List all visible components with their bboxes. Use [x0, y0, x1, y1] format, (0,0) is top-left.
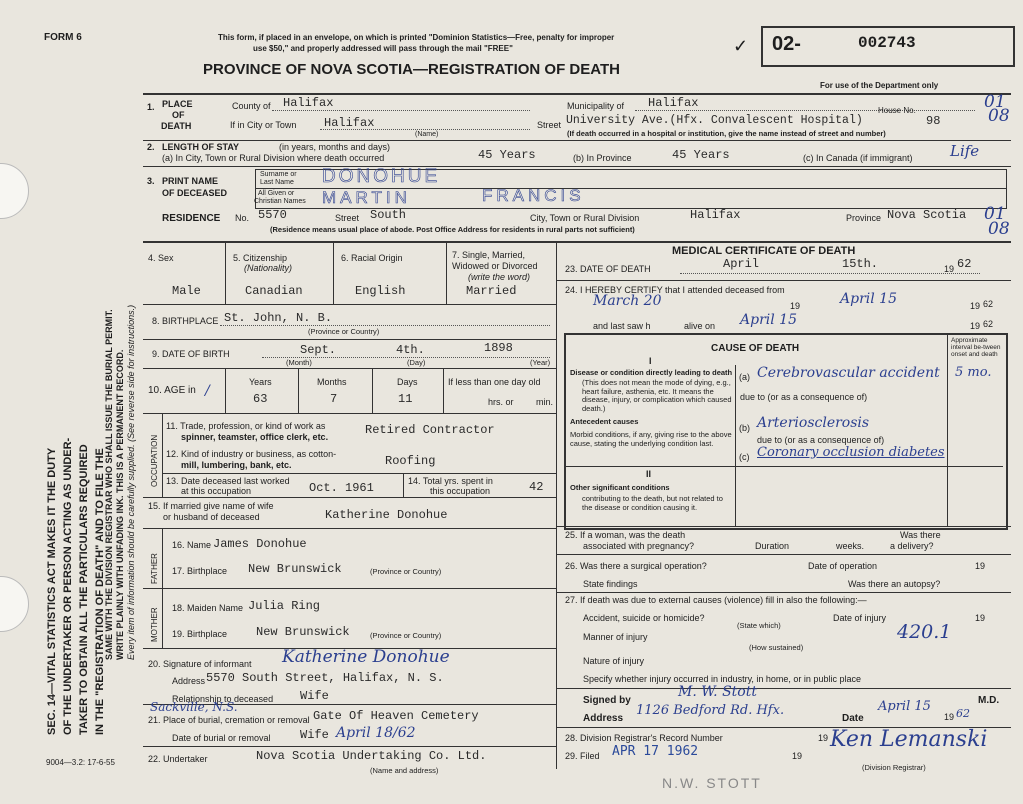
father-name-label: 16. Name: [172, 540, 212, 550]
occ-h: [162, 473, 556, 474]
sig-date-year-prefix: 19: [944, 712, 955, 722]
age-months: 7: [330, 392, 338, 406]
informant-sig-label: 20. Signature of informant: [148, 659, 252, 669]
medical-title: MEDICAL CERTIFICATE OF DEATH: [672, 245, 856, 257]
physician-name-stamp: N.W. STOTT: [662, 775, 762, 791]
residence-no: 5570: [258, 208, 287, 222]
name-label-1: PRINT NAME: [162, 176, 218, 186]
stay-b-value: 45 Years: [672, 148, 730, 162]
sex-label: 4. Sex: [148, 253, 174, 263]
stay-c-label: (c) In Canada (if immigrant): [803, 153, 913, 163]
dob-year: 1898: [484, 341, 513, 355]
grid-h-age: [143, 413, 556, 414]
father-birthplace: New Brunswick: [248, 562, 342, 576]
informant-address: 5570 South Street, Halifax, N. S.: [206, 671, 444, 685]
marital-label-2: Widowed or Divorced: [452, 261, 538, 271]
city-label: If in City or Town: [230, 120, 297, 130]
mother-name-label: 18. Maiden Name: [172, 603, 244, 613]
filed-year: 19: [792, 751, 803, 761]
dod-month: April: [723, 257, 760, 271]
form-code: 9004—3.2: 17-6-55: [46, 758, 115, 767]
med-h2: [556, 526, 1011, 527]
house-label: House No.: [878, 106, 916, 115]
form-number: FORM 6: [44, 32, 82, 43]
delivery-label-2: a delivery?: [890, 541, 934, 551]
given-name-2: FRANCIS: [482, 186, 585, 205]
industry-value: Roofing: [385, 454, 436, 468]
registrar-sublabel: (Division Registrar): [862, 763, 926, 772]
residence-no-label: No.: [235, 213, 250, 223]
given-label-1: All Given or: [258, 190, 295, 197]
dod-year: 62: [957, 257, 972, 271]
cause-title: CAUSE OF DEATH: [711, 343, 800, 354]
residence-code-2: 08: [988, 219, 1010, 239]
place-label-3: DEATH: [161, 121, 192, 131]
burial-date-label: Date of burial or removal: [172, 733, 271, 743]
sig-date: April 15: [878, 699, 931, 714]
attended-year-2: 19: [970, 301, 981, 311]
last-seen-year-b: 62: [983, 319, 994, 329]
total-years-label-1: 14. Total yrs. spent in: [408, 476, 493, 486]
weeks-label: weeks.: [836, 541, 865, 551]
classification-code: 420.1: [897, 621, 952, 643]
sig-date-year: 62: [956, 707, 970, 720]
spouse-label-2: or husband of deceased: [163, 512, 260, 522]
age-years: 63: [253, 392, 268, 406]
physician-signature: M. W. Stott: [678, 684, 757, 700]
citizen-label: 5. Citizenship: [233, 253, 288, 263]
grid-age-v2: [298, 368, 299, 413]
sig-address-label: Address: [583, 713, 624, 724]
dob-year-sub: (Year): [530, 358, 551, 367]
stay-number: 2.: [147, 142, 155, 152]
side-notice-line5: SAME WITH THE DIVISION REGISTRAR WHO SHALL ISSUE THE BURIAL PERMIT.: [104, 309, 114, 660]
op-date-label: Date of operation: [808, 561, 878, 571]
other-label: Other significant conditions: [570, 483, 670, 492]
check-mark: ✓: [733, 36, 749, 56]
side-notice-line1: SEC. 14—VITAL STATISTICS ACT MAKES IT THE DUTY: [46, 447, 58, 735]
residence-label: RESIDENCE: [162, 213, 221, 224]
autopsy-label: Was there an autopsy?: [848, 579, 941, 589]
place-number: 1.: [147, 102, 155, 112]
hospital-note: (If death occurred in a hospital or institution, give the name instead of street and number): [567, 129, 886, 138]
dod-day: 15th.: [842, 257, 879, 271]
residence-city: Halifax: [690, 208, 741, 222]
father-name: James Donohue: [213, 537, 307, 551]
rule-middle: [556, 241, 557, 769]
total-years-label-2: this occupation: [430, 486, 491, 496]
mother-birthplace-sub: (Province or Country): [370, 631, 442, 640]
sig-date-label: Date: [842, 713, 864, 724]
injury-year: 19: [975, 613, 986, 623]
residence-street-label: Street: [335, 213, 360, 223]
given-name-1: MARTIN: [322, 188, 411, 207]
occ-v2: [403, 473, 404, 497]
age-label: 10. AGE in: [148, 385, 196, 396]
trade-label-1: 11. Trade, profession, or kind of work as: [166, 421, 326, 431]
cause-a-prefix: (a): [739, 372, 750, 382]
department-use-label: For use of the Department only: [820, 81, 939, 90]
attended-year-1: 19: [790, 301, 801, 311]
industry-label-2: mill, lumbering, bank, etc.: [181, 460, 292, 470]
house-value: 98: [926, 114, 941, 128]
county-label: County of: [232, 101, 271, 111]
alive-on-label: alive on: [684, 321, 716, 331]
grid-age-v1: [225, 368, 226, 413]
med-h5: [556, 688, 1011, 689]
rule-residence-bottom: [143, 241, 1011, 243]
punch-hole-bottom: [0, 576, 29, 632]
attended-label: 24. I HEREBY CERTIFY that I attended deceased from: [565, 285, 785, 295]
hrs-label: hrs. or: [488, 397, 514, 407]
due-to-a: due to (or as a consequence of): [740, 392, 868, 402]
dob-month-sub: (Month): [286, 358, 312, 367]
side-notice-line3: TAKER TO OBTAIN ALL THE PARTICULARS REQUIRED: [78, 444, 90, 735]
municipality-value: Halifax: [648, 96, 699, 110]
relationship-label: Relationship to deceased: [172, 694, 274, 704]
surname-label-1: Surname or: [260, 171, 297, 178]
mother-side-label: MOTHER: [150, 607, 159, 642]
cause-a: Cerebrovascular accident: [757, 365, 940, 381]
birthplace-line: [220, 325, 550, 326]
last-worked-value: Oct. 1961: [309, 481, 374, 495]
residence-province: Nova Scotia: [887, 208, 967, 222]
findings-label: State findings: [583, 579, 638, 589]
stay-a-value: 45 Years: [478, 148, 536, 162]
med-h1: [556, 280, 1011, 281]
less-day-label: If less than one day old: [448, 377, 541, 387]
place-code-2: 08: [988, 106, 1010, 126]
sex-value: Male: [172, 284, 201, 298]
specify-label: Specify whether injury occurred in industry, in home, or in public place: [583, 674, 861, 684]
marital-value: Married: [466, 284, 517, 298]
filed-stamp: APR 17 1962: [612, 744, 699, 759]
cause-a-interval: 5 mo.: [955, 365, 992, 380]
industry-label-1: 12. Kind of industry or business, as cotton-: [166, 449, 337, 459]
signed-by-label: Signed by: [583, 695, 631, 706]
days-label: Days: [397, 377, 418, 387]
informant-address-label: Address: [172, 676, 206, 686]
citizen-sublabel: (Nationality): [244, 263, 293, 273]
burial-date: April 18/62: [336, 725, 416, 741]
marital-label-3: (write the word): [468, 272, 531, 282]
antecedent-note: Morbid conditions, if any, giving rise to the above cause, stating the underlying condition last.: [570, 430, 732, 448]
grid-h-birthplace: [143, 339, 556, 340]
cause-v-interval: [947, 335, 948, 527]
grid-v1: [225, 241, 226, 304]
registration-prefix: 02-: [772, 33, 801, 55]
trade-value: Retired Contractor: [365, 423, 495, 437]
section-1: I: [649, 356, 652, 366]
antecedent-label: Antecedent causes: [570, 417, 639, 426]
informant-signature: Katherine Donohue: [282, 647, 450, 667]
surname-value: DONOHUE: [322, 166, 441, 187]
other-note: contributing to the death, but not related to the disease or condition causing it.: [582, 494, 723, 512]
cause-b-prefix: (b): [739, 423, 750, 433]
state-which-label: (State which): [737, 621, 781, 630]
attended-from: March 20: [593, 293, 662, 309]
undertaker-value: Nova Scotia Undertaking Co. Ltd.: [256, 749, 487, 763]
immediate-label: Disease or condition directly leading to death: [570, 368, 733, 377]
manner-label: Manner of injury: [583, 632, 648, 642]
pregnancy-label-2: associated with pregnancy?: [583, 541, 695, 551]
grid-v2: [333, 241, 334, 304]
mail-notice-1: This form, if placed in an envelope, on which is printed "Dominion Statistics—Free, penalty for improper: [218, 33, 615, 42]
marital-label-1: 7. Single, Married,: [452, 250, 526, 260]
place-code-1: 01: [984, 92, 1006, 112]
mother-birthplace: New Brunswick: [256, 625, 350, 639]
cause-c: Coronary occlusion diabetes: [757, 445, 945, 460]
op-year: 19: [975, 561, 986, 571]
rule-top: [143, 93, 1011, 95]
grid-age-v3: [372, 368, 373, 413]
municipality-label: Municipality of: [567, 101, 625, 111]
last-seen-year: 19: [970, 321, 981, 331]
burial-date-prefix: Wife: [300, 728, 329, 742]
cause-v-labels: [735, 365, 736, 526]
dob-day-sub: (Day): [407, 358, 426, 367]
registration-number: 002743: [858, 34, 916, 52]
birthplace-value: St. John, N. B.: [224, 311, 333, 325]
side-notice-line7: Every item of information should be carefully supplied. (See reverse side for instructions.): [126, 304, 136, 660]
grid-h-occ: [143, 497, 556, 498]
street-value: University Ave.(Hfx. Convalescent Hospital): [566, 114, 863, 127]
due-to-b: due to (or as a consequence of): [757, 435, 885, 445]
side-notice-line4: IN THE "REGISTRATION OF DEATH" AND TO FILE THE: [94, 448, 106, 735]
occupation-side-label: OCCUPATION: [150, 434, 159, 487]
parents-mid: [143, 588, 556, 589]
cause-h: [565, 466, 1003, 467]
physician-address: 1126 Bedford Rd. Hfx.: [636, 703, 785, 718]
spouse-label-1: 15. If married give name of wife: [148, 501, 274, 511]
duration-label: Duration: [755, 541, 790, 551]
external-label: 27. If death was due to external causes (violence) fill in also the following:—: [565, 595, 867, 605]
place-label-2: OF: [172, 110, 185, 120]
years-label: Years: [249, 377, 272, 387]
burial-handwritten-place: Sackville, N.S.: [150, 700, 238, 714]
interval-label: Approximate interval be-tween onset and death: [951, 337, 1001, 359]
form-title: PROVINCE OF NOVA SCOTIA—REGISTRATION OF DEATH: [203, 61, 620, 78]
spouse-value: Katherine Donohue: [325, 508, 448, 522]
filed-label: 29. Filed: [565, 751, 600, 761]
residence-city-label: City, Town or Rural Division: [530, 213, 640, 223]
med-h3: [556, 554, 1011, 555]
stay-c-value: Life: [950, 142, 980, 160]
relationship-value: Wife: [300, 689, 329, 703]
attended-year-2b: 62: [983, 299, 994, 309]
occ-v: [162, 413, 163, 497]
city-line: [320, 129, 530, 130]
citizen-value: Canadian: [245, 284, 303, 298]
attended-to: April 15: [840, 291, 897, 307]
father-birthplace-label: 17. Birthplace: [172, 566, 228, 576]
last-seen-label: and last saw h: [593, 321, 651, 331]
surname-label-2: Last Name: [260, 179, 294, 186]
cause-c-prefix: (c): [739, 452, 750, 462]
dob-month: Sept.: [300, 343, 337, 357]
dod-year-prefix: 19: [944, 264, 955, 274]
last-seen-date: April 15: [740, 312, 797, 328]
residence-street: South: [370, 208, 407, 222]
grid-h-spouse: [143, 528, 556, 529]
pregnancy-label-1: 25. If a woman, was the death: [565, 530, 686, 540]
name-number: 3.: [147, 176, 155, 186]
grid-h-burial: [143, 746, 556, 747]
grid-v3: [446, 241, 447, 304]
municipality-line: [635, 110, 975, 111]
surgery-label: 26. Was there a surgical operation?: [565, 561, 707, 571]
stay-a-label: (a) In City, Town or Rural Division where death occurred: [162, 153, 385, 163]
age-days: 11: [398, 392, 413, 406]
last-worked-label-1: 13. Date deceased last worked: [166, 476, 290, 486]
birthplace-sublabel: (Province or Country): [308, 327, 380, 336]
city-value: Halifax: [324, 116, 375, 130]
accident-label: Accident, suicide or homicide?: [583, 613, 705, 623]
med-h4: [556, 592, 1011, 593]
residence-note: (Residence means usual place of abode. Post Office Address for residents in rural parts not sufficient): [270, 225, 635, 234]
punch-hole-top: [0, 163, 29, 219]
dod-line: [680, 273, 980, 274]
div-record-year: 19: [818, 733, 829, 743]
father-side-label: FATHER: [150, 553, 159, 584]
immediate-note: (This does not mean the mode of dying, e.g., heart failure, asthenia, etc. It means the disease, injury, or complication which caused death.): [582, 378, 732, 413]
street-label: Street: [537, 120, 562, 130]
name-label-2: OF DECEASED: [162, 188, 228, 198]
burial-place-label: 21. Place of burial, cremation or removal: [148, 715, 310, 725]
residence-province-label: Province: [846, 213, 882, 223]
grid-h-personal: [143, 304, 556, 305]
trade-label-2: spinner, teamster, office clerk, etc.: [181, 432, 329, 442]
undertaker-sub: (Name and address): [370, 766, 439, 775]
undertaker-label: 22. Undertaker: [148, 754, 208, 764]
side-notice-line6: WRITE PLAINLY WITH UNFADING INK. THIS IS A PERMANENT RECORD.: [115, 349, 125, 660]
mother-birthplace-label: 19. Birthplace: [172, 629, 228, 639]
burial-place: Gate Of Heaven Cemetery: [313, 709, 479, 723]
name-sublabel: (Name): [415, 131, 439, 138]
dob-label: 9. DATE OF BIRTH: [152, 349, 230, 359]
months-label: Months: [317, 377, 347, 387]
total-years-value: 42: [529, 480, 544, 494]
given-label-2: Christian Names: [254, 198, 306, 205]
racial-label: 6. Racial Origin: [341, 253, 403, 263]
delivery-label-1: Was there: [900, 530, 941, 540]
county-value: Halifax: [283, 96, 334, 110]
grid-h-dob: [143, 368, 556, 369]
md-label: M.D.: [978, 695, 1000, 706]
rule-place-bottom: [143, 140, 1011, 141]
nature-label: Nature of injury: [583, 656, 645, 666]
mail-notice-2: use $50," and properly addressed will pass through the mail "FREE": [253, 44, 513, 53]
mother-name: Julia Ring: [248, 599, 321, 613]
residence-code-1: 01: [984, 204, 1006, 224]
min-label: min.: [536, 397, 554, 407]
cause-b: Arteriosclerosis: [757, 415, 870, 431]
last-worked-label-2: at this occupation: [181, 486, 252, 496]
div-record-label: 28. Division Registrar's Record Number: [565, 733, 723, 743]
father-birthplace-sub: (Province or Country): [370, 567, 442, 576]
age-check: /: [205, 383, 210, 399]
grid-age-v4: [443, 368, 444, 413]
dod-label: 23. DATE OF DEATH: [565, 264, 651, 274]
racial-value: English: [355, 284, 406, 298]
stay-label: LENGTH OF STAY: [162, 142, 240, 152]
stay-label-note: (in years, months and days): [279, 142, 391, 152]
how-sustained-label: (How sustained): [749, 643, 804, 652]
stay-b-label: (b) In Province: [573, 153, 632, 163]
place-label-1: PLACE: [162, 99, 193, 109]
dob-day: 4th.: [396, 343, 425, 357]
side-notice-line2: OF THE UNDERTAKER OR PERSON ACTING AS UNDER-: [62, 437, 74, 735]
section-2: II: [646, 469, 652, 479]
rule-stay-bottom: [143, 166, 1011, 167]
registrar-signature: Ken Lemanski: [830, 727, 988, 752]
injury-date-label: Date of injury: [833, 613, 887, 623]
birthplace-label: 8. BIRTHPLACE: [152, 316, 219, 326]
county-line: [272, 110, 530, 111]
